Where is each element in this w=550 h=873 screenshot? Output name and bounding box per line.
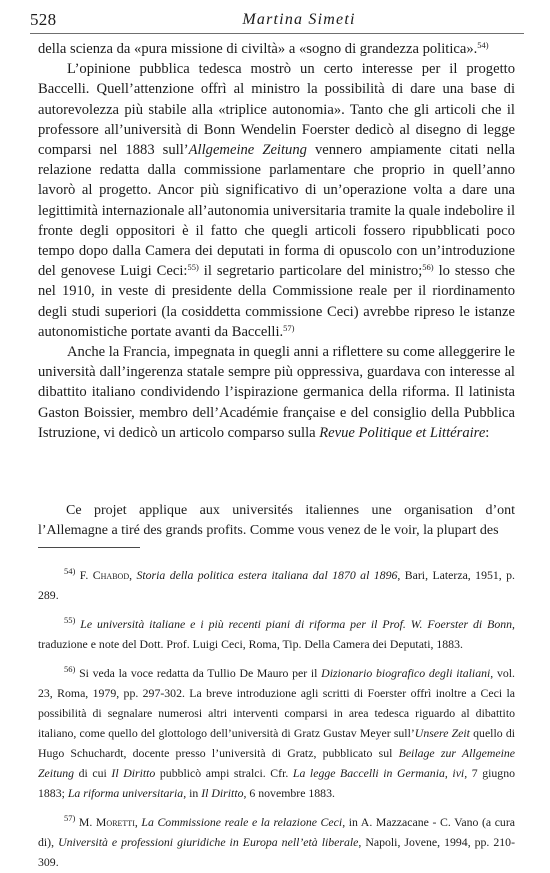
footnote-separator bbox=[38, 547, 140, 548]
main-text bbox=[38, 39, 515, 443]
footnote-56-title-7: La riforma universitaria bbox=[67, 786, 184, 800]
footnote-56 bbox=[38, 663, 515, 803]
footnote-54: $^{54)}$ F. Chabod, Storia della politica estera italiana dal 1870 al 1896, Bari, Laterza, 1951, p. 289. bbox=[38, 566, 516, 602]
page-header bbox=[30, 10, 524, 32]
block-quote-text: Ce projet applique aux universités italiennes une organisation d’ont l’Allemagne a tiré des grands profits. Comme vous venez de le voir, la plupart des bbox=[38, 503, 515, 538]
footnote-55-rest: , traduzione e note del Dott. Prof. Luigi Ceci, Roma, Tip. Della Camera dei Deputati, 1883. bbox=[38, 617, 515, 651]
footnote-56-title-4: Il Diritto bbox=[111, 766, 156, 780]
footnote-56-d: di cui bbox=[74, 766, 112, 780]
footnote-56-g: , 7 giugno 1883; bbox=[38, 766, 515, 800]
footnote-56-title-6: ivi bbox=[452, 766, 465, 780]
footnote-55-number: 55) bbox=[64, 615, 76, 625]
running-head: Martina Simeti bbox=[242, 11, 356, 28]
footnote-57-b: , in A. Mazzacane - C. Vano (a cura di), bbox=[38, 815, 515, 849]
footnote-56-title-1: Dizionario biografico degli italiani bbox=[321, 666, 491, 680]
footnote-56-f: , bbox=[444, 766, 453, 780]
footnote-56-title-8: Il Diritto bbox=[201, 786, 244, 800]
footnotes bbox=[38, 565, 515, 873]
footnote-56-h: , in bbox=[183, 786, 202, 800]
footnote-55-title: Le università italiane e i più recenti piani di riforma per il Prof. W. Foerster di Bonn bbox=[80, 617, 513, 631]
footnote-56-title-3: Beilage zur Allgemeine Zeitung bbox=[38, 746, 515, 780]
paragraph-1 bbox=[38, 39, 515, 59]
paragraph-3-part-a: Anche la Francia, impegnata in quegli anni a riflettere su come alleggerire le università dall’ingerenza statale sempre più oppressiva, guardava con interesse al dibattito italiano condividendo l’ispirazione germanica della riforma. Il latinista Gaston Boissier, membro dell’Académie française e del consiglio della Pubblica Istruzione, vi dedicò un articolo comparso sulla bbox=[38, 344, 515, 441]
block-quote bbox=[38, 501, 515, 541]
footnote-54-author: F. Chabod bbox=[79, 568, 130, 582]
footnote-ref-55: 55) bbox=[187, 262, 199, 273]
footnote-56-b: , vol. 23, Roma, 1979, pp. 297-302. La breve introduzione agli scritti di Foerster offrì inoltre a Ceci la possibilità di segnalare numerosi altri interventi comparsi in area tedesca riguardo al dibattito italiano, come quello del glottologo dell’università di Gratz Gustav Meyer sull’ bbox=[38, 666, 515, 740]
paragraph-2-journal-title: Allgemeine Zeitung bbox=[188, 142, 307, 159]
paragraph-2-part-b: vennero ampiamente citati nella relazione redatta dalla commissione parlamentare che proprio in quell’anno lavorò al progetto. Ancor più significativo di un’operazione volta a dare una legittimità internazionale all’autonomia universitaria tramite la quale indebolire il fronte degli oppositori è il fatto che quegli articoli fossero ripubblicati poco tempo dopo dalla Camera dei deputati in forma di opuscolo con un’introduzione del genovese Luigi Ceci: bbox=[38, 142, 515, 280]
footnote-57-title-1: La Commissione reale e la relazione Ceci bbox=[141, 815, 343, 829]
footnote-ref-56: 56) bbox=[422, 262, 434, 273]
paragraph-3 bbox=[38, 342, 515, 443]
paragraph-3-part-b: : bbox=[485, 424, 490, 441]
footnote-ref-57: 57) bbox=[283, 322, 295, 333]
footnote-56-i: , 6 novembre 1883. bbox=[243, 786, 335, 800]
footnote-55 bbox=[38, 614, 515, 654]
footnote-56-title-5: La legge Baccelli in Germania bbox=[292, 766, 445, 780]
footnote-56-title-2: Unsere Zeit bbox=[414, 726, 470, 740]
paragraph-1-text: della scienza da «pura missione di civiltà» a «sogno di grandezza politica». bbox=[38, 41, 478, 57]
footnote-57 bbox=[38, 812, 515, 872]
header-rule bbox=[30, 33, 524, 34]
paragraph-2-part-a: L’opinione pubblica tedesca mostrò un certo interesse per il progetto Baccelli. Quell’attenzione offrì al ministro la possibilità di dare una base di autorevolezza più stabile alla «triplice autonomia». Tanto che gli articoli che il professore all’università di Bonn Wendelin Foerster dedicò al disegno di legge comparsi nel 1883 sull’ bbox=[38, 61, 515, 159]
footnote-54-title: Storia della politica estera italiana dal 1870 al 1896 bbox=[136, 568, 398, 582]
footnote-57-number: 57) bbox=[64, 813, 76, 823]
footnote-56-number: 56) bbox=[64, 664, 76, 674]
footnote-56-c: quello di Hugo Schuchardt, docente presso l’università di Gratz, pubblicato sul bbox=[38, 726, 515, 760]
footnote-57-c: , Napoli, Jovene, 1994, pp. 210-309. bbox=[38, 835, 516, 869]
footnote-56-a: Si veda la voce redatta da Tullio De Mauro per il bbox=[79, 666, 322, 680]
footnote-57-title-2: Università e professioni giuridiche in Europa nell’età liberale bbox=[58, 835, 359, 849]
footnote-57-author: M. Moretti bbox=[78, 815, 135, 829]
footnote-54-rest: , Bari, Laterza, 1951, p. 289. bbox=[38, 568, 516, 602]
footnote-ref-54: 54) bbox=[477, 40, 489, 50]
paragraph-2-part-d: lo stesso che nel 1910, in veste di presidente della Commissione reale per il riordinamento degli studi superiori (la cosiddetta commissione Ceci) avrebbe ripreso le istanze autonomistiche portate avanti da Baccelli. bbox=[38, 263, 515, 340]
footnote-54-number: 54) bbox=[64, 566, 76, 576]
paragraph-2-part-c: il segretario particolare del ministro; bbox=[198, 263, 423, 280]
paragraph-2 bbox=[38, 59, 515, 342]
page-number: 528 bbox=[30, 10, 57, 29]
paragraph-3-journal-title: Revue Politique et Littéraire bbox=[319, 424, 486, 441]
footnote-57-a: , bbox=[134, 815, 142, 829]
footnote-56-e: pubblicò ampi stralci. Cfr. bbox=[155, 766, 293, 780]
